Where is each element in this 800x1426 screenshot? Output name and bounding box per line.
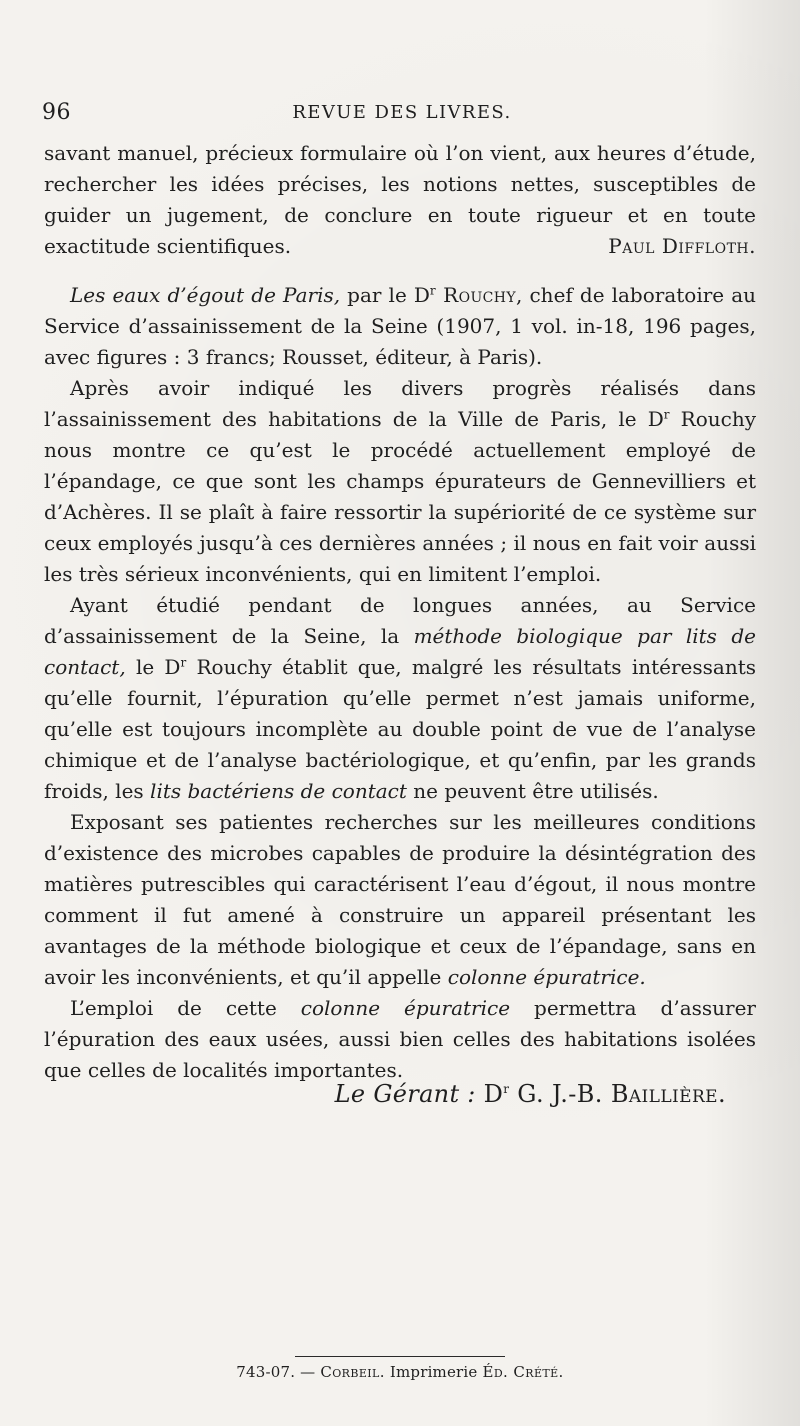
paragraph-italic: lits bactériens de contact [150, 779, 407, 803]
signature-title-sup: r [503, 1082, 510, 1096]
citation-sup: r [429, 283, 436, 298]
printer-colophon [0, 1363, 800, 1381]
page-number: 96 [42, 100, 71, 125]
paragraph [44, 993, 756, 1086]
paragraph-text: permettra d’assurer l’épuration des eaux usées, aussi bien celles des habitations isolées que celles de localités importantes. [44, 996, 756, 1082]
paragraph-text: Après avoir indiqué les divers progrès réalisés dans l’assainissement des habitations de la Ville de Paris, le D [44, 376, 756, 431]
paragraph [44, 590, 756, 807]
paragraph-text: le D [125, 655, 181, 679]
book-author: Rouchy [435, 283, 517, 307]
running-title: REVUE DES LIVRES. [292, 102, 512, 123]
paragraph [44, 807, 756, 993]
paragraph-text: Exposant ses patientes recherches sur les meilleures conditions d’existence des microbes capables de produire la désintégration des matières putrescibles qui caractérisent l’eau d’égout, il nous montre comment il fut amené à construire un appareil présentant les avantages de la méthode biologique et ceux de l’épandage, sans en avoir les inconvénients, et qu’il appelle [44, 810, 756, 989]
paragraph-text: L’emploi de cette [70, 996, 301, 1020]
paragraph-text: ne peuvent être utilisés. [406, 779, 659, 803]
book-title: Les eaux d’égout de Paris, [70, 283, 341, 307]
colophon-printer: Imprimerie [384, 1363, 483, 1381]
paragraph-text: Rouchy établit que, malgré les résultats intéressants qu’elle fournit, l’épuration qu’elle permet n’est jamais uniforme, qu’elle est toujours incomplète au double point de vue de l’analyse chimique et de l’analyse bactériologique, et qu’enfin, par les grands froids, les [44, 655, 757, 803]
paragraph-sup: r [180, 655, 187, 670]
paragraph-sup: r [663, 407, 670, 422]
main-text [44, 138, 756, 1086]
signature-name: G. J.-B. Baillière. [509, 1080, 726, 1108]
paragraph-text: Ayant étudié pendant de longues années, au Service d’assainissement de la Seine, la [44, 593, 756, 648]
paragraph-continuation [44, 138, 756, 262]
colophon-place: Corbeil. [320, 1363, 385, 1381]
colophon-code: 743-07. — [236, 1363, 321, 1381]
colophon-printer-name: Éd. Crété. [482, 1363, 564, 1381]
signature-title: D [483, 1080, 504, 1108]
manager-signature [335, 1080, 726, 1108]
review-signature: Paul Diffloth. [608, 234, 756, 258]
page-header [42, 100, 762, 130]
book-review-citation [44, 280, 756, 373]
book-details: , chef de laboratoire au Service d’assainissement de la Seine (1907, 1 vol. in-18, 196 pages, avec figures : 3 francs; Rousset, éditeur, à Paris). [44, 283, 757, 369]
signature-label: Le Gérant : [334, 1080, 476, 1108]
citation-by: par le D [340, 283, 430, 307]
paragraph-text: savant manuel, précieux formulaire où l’on vient, aux heures d’étude, rechercher les idées précises, les notions nettes, susceptibles de guider un jugement, de conclure en toute rigueur et en toute exactitude scientifiques. [44, 141, 756, 258]
paragraph [44, 373, 756, 590]
paragraph-text: Rouchy nous montre ce qu’est le procédé actuellement employé de l’épandage, ce que sont les champs épurateurs de Gennevilliers et d’Achères. Il se plaît à faire ressortir la supériorité de ce système sur ceux employés jusqu’à ces dernières années ; il nous en fait voir aussi les très sérieux inconvénients, qui en limitent l’emploi. [44, 407, 756, 586]
paragraph-italic: colonne épuratrice [300, 996, 511, 1020]
paragraph-italic: colonne épuratrice. [447, 965, 646, 989]
footer-divider [295, 1356, 505, 1357]
paragraph-italic: méthode biologique par lits de contact, [44, 624, 756, 679]
